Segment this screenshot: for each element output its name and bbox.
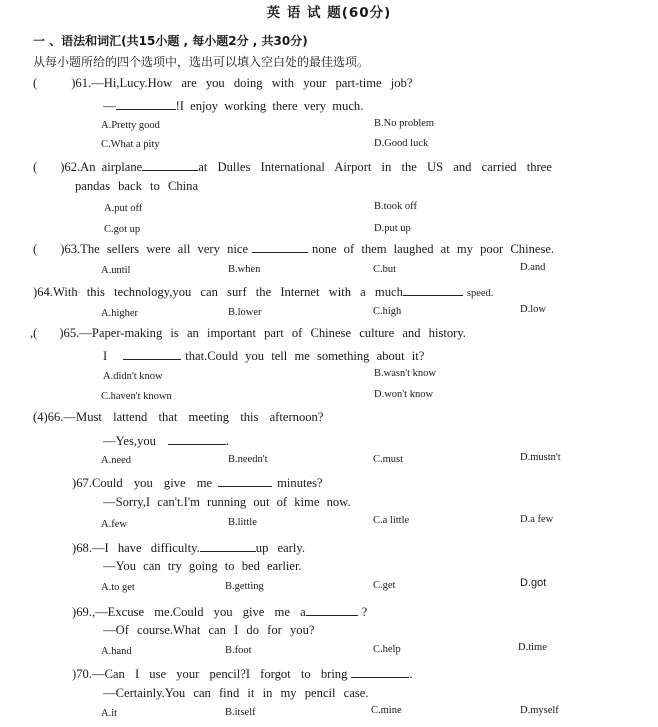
question-stem: )67.Could you give me minutes? (72, 476, 323, 490)
option-c[interactable]: C.get (373, 580, 396, 591)
option-a[interactable]: A.it (101, 708, 118, 719)
option-b[interactable]: B.wasn't know (374, 368, 436, 379)
option-b[interactable]: B.No problem (374, 118, 435, 129)
option-a[interactable]: A.until (101, 265, 131, 276)
answer-blank[interactable] (168, 434, 226, 445)
option-d[interactable]: D.time (518, 642, 547, 653)
question-stem: ( )62.An airplane at Dulles International Airport in the US and carried three (33, 160, 552, 174)
question-text: —Hi,Lucy.How are you doing with your part-time job? (91, 76, 413, 90)
option-a[interactable]: A.hand (101, 646, 132, 657)
option-c[interactable]: C.must (373, 454, 404, 465)
option-d[interactable]: D.mustn't (520, 452, 561, 463)
answer-blank[interactable] (116, 99, 176, 110)
answer-blank[interactable] (142, 160, 198, 171)
option-d[interactable]: D.put up (374, 223, 411, 234)
section-instruction: 从每小题所给的四个选项中，选出可以填入空白处的最佳选项。 (33, 55, 370, 69)
section-title: 一 、语法和词汇(共15小题 , 每小题2分 , 共30分) (33, 34, 308, 48)
option-a[interactable]: A.need (101, 455, 132, 466)
option-b[interactable]: B.little (228, 517, 257, 528)
option-c[interactable]: C.help (373, 644, 401, 655)
option-d[interactable]: D.and (520, 262, 546, 273)
option-d[interactable]: D.low (520, 304, 546, 315)
option-b[interactable]: B.foot (225, 645, 252, 656)
question-number: )61. (71, 76, 92, 90)
question-line-2: —Of course.What can I do for you? (103, 623, 315, 637)
question-stem: )69.,—Excuse me.Could you give me a ? (72, 605, 368, 619)
option-b[interactable]: B.took off (374, 201, 417, 212)
question-stem: ( )63.The sellers were all very nice none of them laughed at my poor Chinese. (33, 242, 555, 256)
question-line-2: pandas back to China (75, 179, 199, 193)
option-c[interactable]: C.What a pity (101, 139, 160, 150)
option-c[interactable]: C.a little (373, 515, 410, 526)
answer-blank[interactable] (252, 242, 308, 253)
answer-blank[interactable] (218, 476, 272, 487)
question-stem: )68.—I have difficulty. up early. (72, 541, 306, 555)
option-a[interactable]: A.didn't know (103, 371, 163, 382)
question-stem (33, 77, 412, 90)
question-line-2: —You can try going to bed earlier. (103, 559, 302, 573)
option-b[interactable]: B.getting (225, 581, 264, 592)
option-c[interactable]: C.got up (104, 224, 141, 235)
question-line-2: —Sorry,I can't.I'm running out of kime now. (103, 495, 351, 509)
answer-blank[interactable] (306, 605, 358, 616)
option-d[interactable]: D.won't know (374, 389, 434, 400)
option-a[interactable]: A.to get (101, 582, 135, 593)
option-d[interactable]: D.got (520, 577, 547, 589)
answer-blank[interactable] (351, 671, 409, 678)
answer-blank[interactable] (403, 285, 463, 296)
option-b[interactable]: B.needn't (228, 454, 268, 465)
question-stem: )64.With this technology,you can surf the Internet with a much speed. (33, 285, 494, 299)
question-stem: ,( )65.—Paper-making is an important part of Chinese culture and history. (30, 326, 466, 340)
option-b[interactable]: B.itself (225, 707, 256, 718)
question-line-2: —Certainly.You can find it in my pencil case. (103, 686, 369, 700)
option-c[interactable]: C.high (373, 306, 402, 317)
option-b[interactable]: B.lower (228, 307, 262, 318)
option-d[interactable]: D.a few (520, 514, 554, 525)
question-line-2: I that.Could you tell me something about it? (103, 349, 425, 363)
question-stem: )70.—Can I use your pencil?I forgot to bring . (72, 667, 413, 681)
question-prefix: ( (33, 76, 38, 90)
option-a[interactable]: A.Pretty good (101, 120, 160, 131)
option-d[interactable]: D.Good luck (374, 138, 429, 149)
question-line-2: — !I enjoy working there very much. (103, 99, 364, 113)
option-c[interactable]: C.haven't known (101, 391, 172, 402)
option-d[interactable]: D.myself (520, 705, 559, 716)
option-c[interactable]: C.but (373, 264, 397, 275)
page-title: 英 语 试 题(60分) (266, 5, 392, 21)
answer-blank[interactable] (200, 541, 256, 552)
option-a[interactable]: A.put off (104, 203, 143, 214)
answer-blank[interactable] (123, 349, 181, 360)
question-line-2: —Yes,you . (103, 434, 230, 448)
option-b[interactable]: B.when (228, 264, 261, 275)
option-a[interactable]: A.higher (101, 308, 139, 319)
option-c[interactable]: C.mine (371, 705, 402, 716)
option-a[interactable]: A.few (101, 519, 127, 530)
question-stem: (4)66.—Must lattend that meeting this afternoon? (33, 410, 324, 424)
